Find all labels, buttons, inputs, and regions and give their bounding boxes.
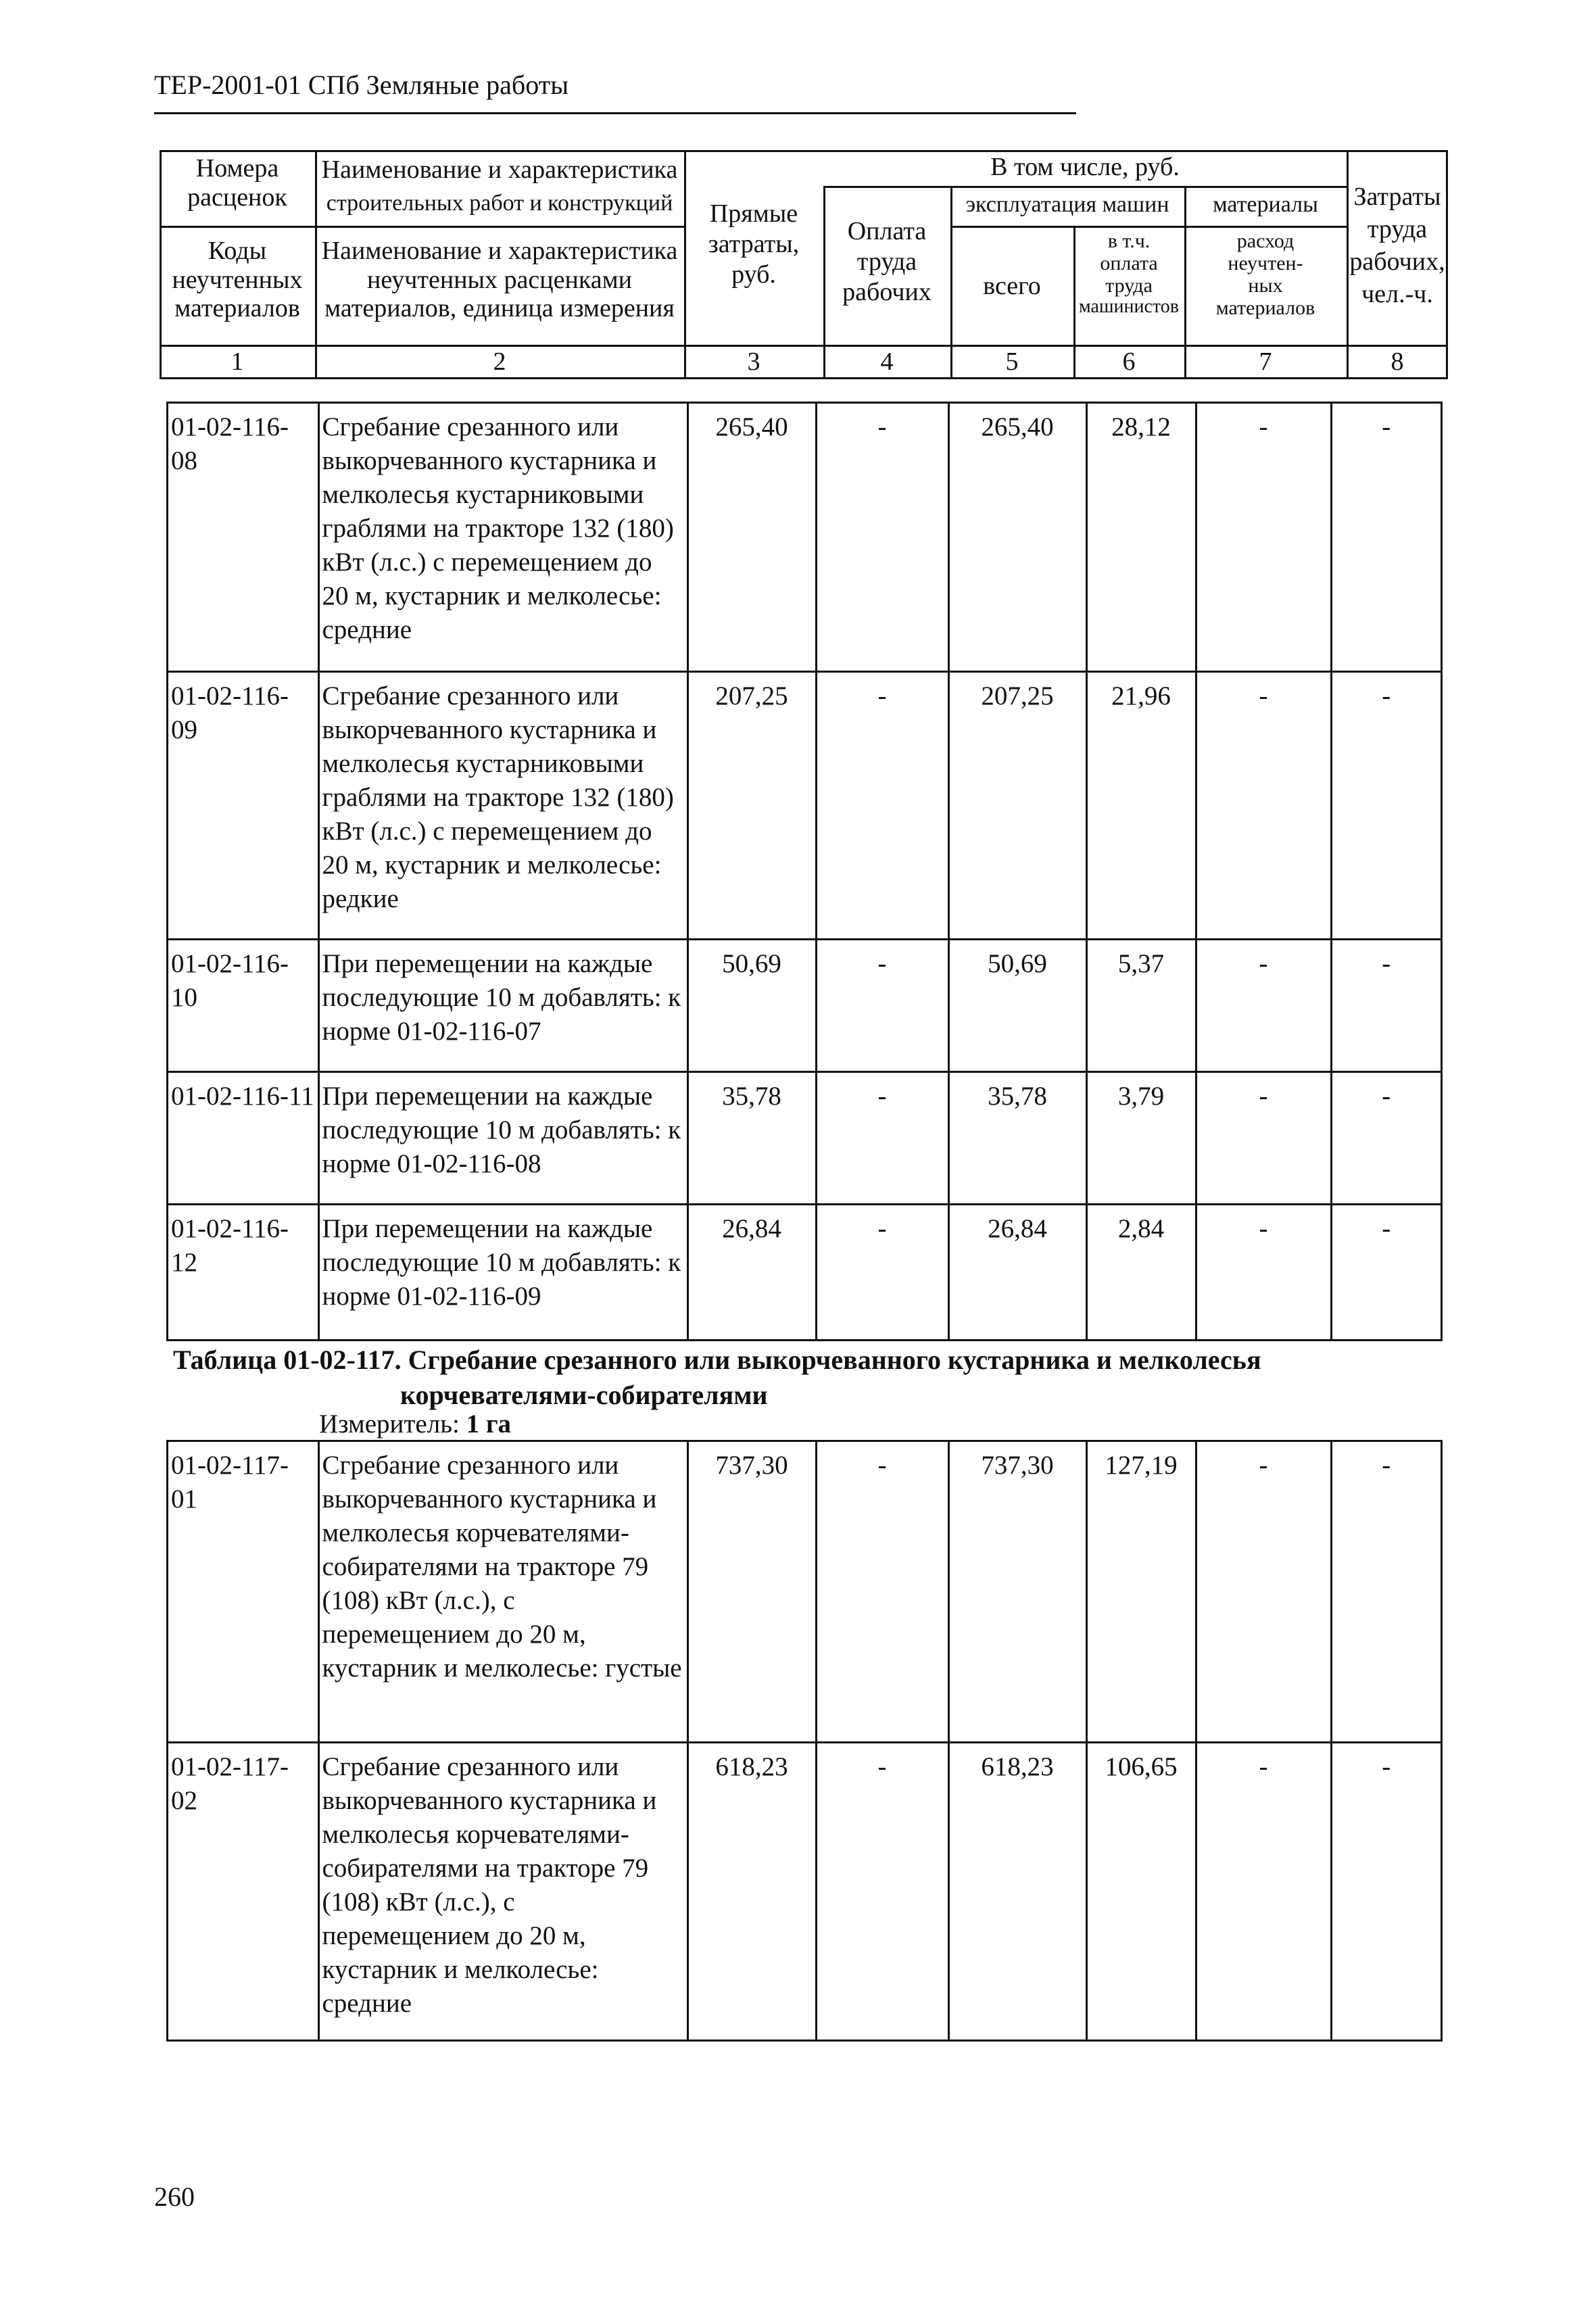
labor-hours: - <box>1331 1204 1441 1339</box>
rate-code: 01-02-116-12 <box>168 1204 318 1339</box>
direct-costs: 737,30 <box>687 1442 816 1742</box>
table-row <box>168 404 1441 671</box>
machine-costs-total: 618,23 <box>948 1742 1086 2040</box>
operator-wages: 2,84 <box>1086 1204 1196 1339</box>
unit-label: Измеритель: <box>319 1409 460 1439</box>
unit-of-measure <box>319 1409 511 1439</box>
work-description: Сгребание срезанного или выкорчеванного кустарника и мелколесья кустарниковыми граблями на тракторе 132 (180) кВт (л.с.) с перемещением до 20 м, кустарник и мелколесье: средние <box>318 404 687 671</box>
header-col2-bottom: Наименование и характеристика неучтенных расценками материалов, единица измерения <box>321 237 678 323</box>
direct-costs: 207,25 <box>687 671 816 939</box>
rate-code: 01-02-116-10 <box>168 939 318 1071</box>
work-description: Сгребание срезанного или выкорчеванного кустарника и мелколесья корчевателями-собирателями на тракторе 79 (108) кВт (л.с.), с перемещением до 20 м, кустарник и мелколесье: густые <box>318 1442 687 1742</box>
worker-wages: - <box>816 939 948 1071</box>
worker-wages: - <box>816 1442 948 1742</box>
work-description: При перемещении на каждые последующие 10 м добавлять: к норме 01-02-116-08 <box>318 1071 687 1204</box>
rate-code: 01-02-116-09 <box>168 671 318 939</box>
rate-code: 01-02-116-11 <box>168 1071 318 1204</box>
unit-value: 1 га <box>466 1409 512 1439</box>
work-description: Сгребание срезанного или выкорчеванного кустарника и мелколесья корчевателями-собирателями на тракторе 79 (108) кВт (л.с.), с перемещением до 20 м, кустарник и мелколесье: средние <box>318 1742 687 2040</box>
operator-wages: 127,19 <box>1086 1442 1196 1742</box>
header-col7: расход неучтен- ных материалов <box>1215 230 1315 319</box>
col-number-2: 2 <box>493 347 506 376</box>
machine-costs-total: 207,25 <box>948 671 1086 939</box>
table-title-line2: корчевателями-собирателями <box>400 1380 768 1410</box>
operator-wages: 3,79 <box>1086 1071 1196 1204</box>
table-row <box>168 1204 1441 1339</box>
col-number-7: 7 <box>1259 347 1272 376</box>
work-description: При перемещении на каждые последующие 10 м добавлять: к норме 01-02-116-09 <box>318 1204 687 1339</box>
machine-costs-total: 737,30 <box>948 1442 1086 1742</box>
numbers-rule <box>160 345 1448 347</box>
operator-wages: 5,37 <box>1086 939 1196 1071</box>
header-rule <box>154 112 1076 114</box>
work-description: Сгребание срезанного или выкорчеванного кустарника и мелколесья кустарниковыми граблями на тракторе 132 (180) кВт (л.с.) с перемещением до 20 м, кустарник и мелколесье: редкие <box>318 671 687 939</box>
operator-wages: 106,65 <box>1086 1742 1196 2040</box>
header-bottom-border <box>160 377 1448 379</box>
table-title-line1: Таблица 01-02-117. Сгребание срезанного или выкорчеванного кустарника и мелколесья <box>173 1345 1261 1375</box>
materials-costs: - <box>1196 1442 1331 1742</box>
direct-costs: 265,40 <box>687 404 816 671</box>
table-row <box>168 1442 1441 1742</box>
running-header: ТЕР-2001-01 СПб Земляные работы <box>154 70 569 100</box>
header-col1-top: Номера расценок <box>187 154 287 212</box>
header-col6: в т.ч. оплата труда машинистов <box>1079 230 1179 317</box>
direct-costs: 50,69 <box>687 939 816 1071</box>
header-col1-bottom: Коды неучтенных материалов <box>172 237 303 323</box>
header-materials-title: материалы <box>1213 192 1318 217</box>
column-header <box>160 150 1448 379</box>
work-description: При перемещении на каждые последующие 10 м добавлять: к норме 01-02-116-07 <box>318 939 687 1071</box>
labor-hours: - <box>1331 671 1441 939</box>
materials-costs: - <box>1196 404 1331 671</box>
table-title <box>173 1343 1403 1413</box>
subgroup-rule <box>950 226 1347 228</box>
operator-wages: 28,12 <box>1086 404 1196 671</box>
labor-hours: - <box>1331 1071 1441 1204</box>
rates-table-117 <box>166 1440 1443 2042</box>
header-top-border <box>160 150 1448 152</box>
worker-wages: - <box>816 404 948 671</box>
labor-hours: - <box>1331 1442 1441 1742</box>
table-row <box>168 1071 1441 1204</box>
col-number-8: 8 <box>1391 347 1404 376</box>
header-col8: Затраты труда рабочих, чел.-ч. <box>1349 183 1445 308</box>
col-number-4: 4 <box>880 347 894 376</box>
machine-costs-total: 265,40 <box>948 404 1086 671</box>
direct-costs: 26,84 <box>687 1204 816 1339</box>
materials-costs: - <box>1196 1204 1331 1339</box>
header-col2-top-line1: Наименование и характеристика <box>321 155 678 184</box>
col-number-6: 6 <box>1122 347 1136 376</box>
header-col5: всего <box>983 272 1041 300</box>
labor-hours: - <box>1331 404 1441 671</box>
header-group-title: В том числе, руб. <box>990 153 1180 181</box>
worker-wages: - <box>816 1742 948 2040</box>
machine-costs-total: 35,78 <box>948 1071 1086 1204</box>
rate-code: 01-02-117-01 <box>171 1451 289 1514</box>
rate-code: 01-02-117-02 <box>168 1742 318 2040</box>
worker-wages: - <box>816 1071 948 1204</box>
direct-costs: 618,23 <box>687 1742 816 2040</box>
materials-costs: - <box>1196 1071 1331 1204</box>
machine-costs-total: 50,69 <box>948 939 1086 1071</box>
materials-costs: - <box>1196 671 1331 939</box>
header-col3: Прямые затраты, руб. <box>708 199 800 289</box>
labor-hours: - <box>1331 1742 1441 2040</box>
worker-wages: - <box>816 1204 948 1339</box>
col-number-1: 1 <box>231 347 244 376</box>
col-number-3: 3 <box>747 347 760 376</box>
col-number-5: 5 <box>1005 347 1019 376</box>
rates-table-116 <box>166 402 1443 1341</box>
operator-wages: 21,96 <box>1086 671 1196 939</box>
group-title-rule <box>823 186 1347 188</box>
header-machines-title: эксплуатация машин <box>965 192 1169 217</box>
page-number: 260 <box>154 2181 195 2212</box>
labor-hours: - <box>1331 939 1441 1071</box>
header-col2-top-line2: строительных работ и конструкций <box>326 191 673 216</box>
materials-costs: - <box>1196 939 1331 1071</box>
table-row <box>168 1742 1441 2040</box>
table-row <box>168 939 1441 1071</box>
rate-code: 01-02-116-08 <box>171 412 289 475</box>
worker-wages: - <box>816 671 948 939</box>
header-col4: Оплата труда рабочих <box>842 217 932 306</box>
materials-costs: - <box>1196 1742 1331 2040</box>
direct-costs: 35,78 <box>687 1071 816 1204</box>
table-row <box>168 671 1441 939</box>
machine-costs-total: 26,84 <box>948 1204 1086 1339</box>
codes-split-rule <box>160 226 684 228</box>
